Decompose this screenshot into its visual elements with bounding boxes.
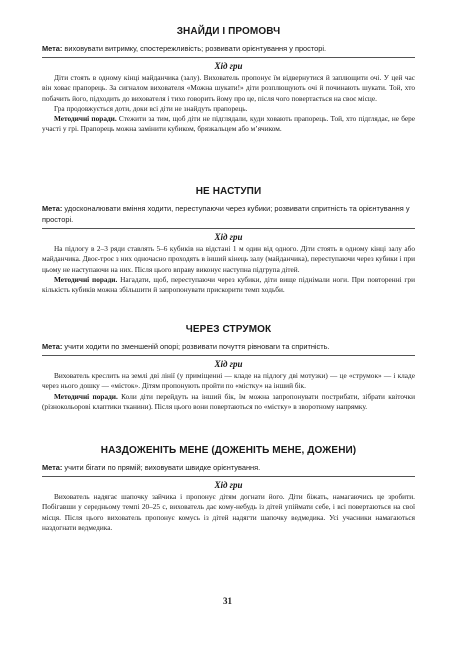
goal-text: удосконалювати вміння ходити, переступаючи через кубики; розвивати спритність та орієнтування у просторі. <box>42 204 410 224</box>
game-paragraph: Вихователь надягає шапочку зайчика і пропонує дітям догнати його. Діти біжать, намагаючись це зробити. Побігавши у середньому темпі 20–25 с, вихователь дає кому-небудь із дітей упіймати себе, і всі повертаються на свої місця. Після цього вихователь пропонує комусь із дітей надягти шапочку ведмедика. Усі учасники намагаються наздогнати ведмедика. <box>42 492 415 532</box>
divider <box>42 476 415 477</box>
tips-label: Методичні поради. <box>54 274 118 284</box>
game-section <box>42 324 415 445</box>
goal-label: Мета: <box>42 463 63 472</box>
game-goal <box>42 43 415 54</box>
game-section <box>42 186 415 324</box>
divider <box>42 57 415 58</box>
divider <box>42 228 415 229</box>
divider <box>42 355 415 356</box>
goal-label: Мета: <box>42 204 63 213</box>
goal-label: Мета: <box>42 44 63 53</box>
tips-text: Стежити за тим, щоб діти не підглядали, куди ховають прапорець. Той, хто підглядає, не бере участі у грі. Прапорець можна замінити кубиком, брязкальцем або м’ячиком. <box>42 114 415 134</box>
game-title: НЕ НАСТУПИ <box>195 186 262 197</box>
tips-text: Нагадати, щоб, переступаючи через кубики, діти вище піднімали ноги. При повторенні гри кількість кубиків можна збільшити й запропонувати прискорити темп ходьби. <box>42 274 415 295</box>
game-paragraph: Вихователь креслить на землі дві лінії (у приміщенні — кладе на підлогу дві мотузки) — це «струмок» — і кладе через нього дошку — «місток». Дітям пропонують пройти по «містку» на інший бік. <box>42 371 415 391</box>
page-number: 31 <box>223 596 232 606</box>
game-goal <box>42 462 415 473</box>
game-paragraph: Гра продовжується доти, доки всі діти не знайдуть прапорець. <box>54 103 248 113</box>
tips-label: Методичні поради. <box>54 391 118 401</box>
game-subtitle: Хід гри <box>214 359 243 369</box>
game-subtitle: Хід гри <box>214 480 243 490</box>
game-paragraph: Діти стоять в одному кінці майданчика (залу). Вихователь пропонує їм відвернутися й заплющити очі. У цей час він ховає прапорець. За сигналом вихователя «Можна шукати!» діти розплющують очі й починають шукати. Той, хто побачить його, підходить до вихователя і тихо говорить йому про це, після чого повертається на своє місце. <box>42 73 415 103</box>
goal-text: учити ходити по зменшеній опорі; розвивати почуття рівноваги та спритність. <box>62 342 330 351</box>
tips-text: Коли діти перейдуть на інший бік, їм можна запропонувати пострибати, зібрати квіточки (різнокольорові клаптики тканини). Після цього вони повертаються по «містку» в зворотному напрямку. <box>42 391 415 411</box>
methodical-tips <box>42 392 415 413</box>
game-paragraph: На підлогу в 2–3 ряди ставлять 5–6 кубиків на відстані 1 м один від одного. Діти стоять в одному кінці залу або майданчика. Двоє-троє з них одночасно проходять в інший кінець залу (майданчика), переступаючи через кубики і при цьому не наступаючи на них. Після цього вправу виконує наступна підгрупа дітей. <box>42 244 415 274</box>
game-section <box>42 445 415 533</box>
game-goal <box>42 341 415 352</box>
methodical-tips <box>42 275 415 296</box>
game-subtitle: Хід гри <box>214 232 243 242</box>
goal-text: виховувати витримку, спостережливість; розвивати орієнтування у просторі. <box>62 44 327 53</box>
game-title: ЧЕРЕЗ СТРУМОК <box>185 324 272 335</box>
goal-label: Мета: <box>42 342 63 351</box>
game-section <box>42 26 415 186</box>
game-subtitle: Хід гри <box>214 61 243 71</box>
methodical-tips <box>42 114 415 135</box>
game-title: ЗНАЙДИ І ПРОМОВЧ <box>176 26 281 37</box>
game-title: НАЗДОЖЕНІТЬ МЕНЕ (ДОЖЕНІТЬ МЕНЕ, ДОЖЕНИ) <box>100 445 357 456</box>
goal-text: учити бігати по прямій; виховувати швидке орієнтування. <box>62 463 261 472</box>
game-goal <box>42 203 415 225</box>
tips-label: Методичні поради. <box>54 114 117 124</box>
